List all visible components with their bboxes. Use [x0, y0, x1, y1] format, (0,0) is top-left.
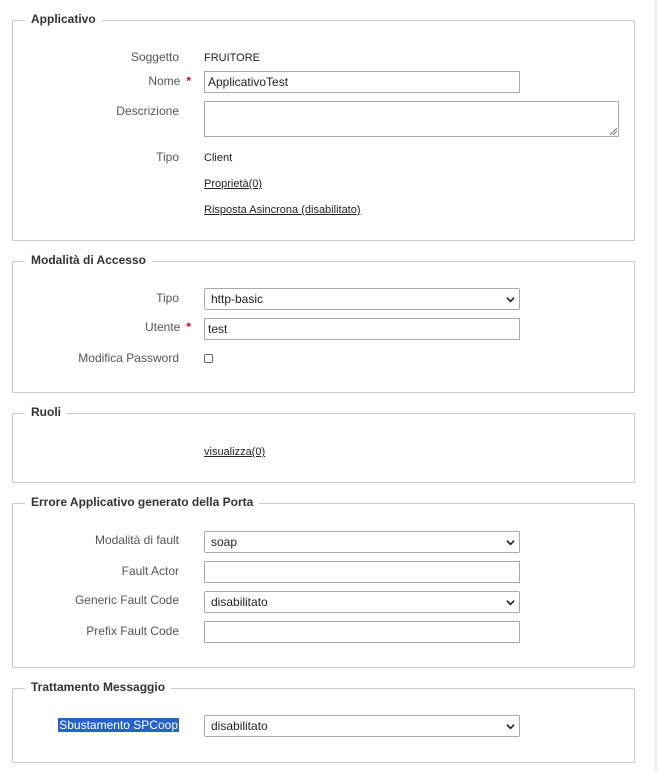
descrizione-textarea[interactable]: [204, 101, 619, 137]
utente-label-text: Utente: [144, 320, 181, 334]
sbustamento-spcoop-value: disabilitato: [211, 719, 268, 733]
modifica-password-checkbox[interactable]: [204, 354, 213, 363]
fault-actor-input[interactable]: [204, 561, 520, 583]
nome-input[interactable]: [204, 71, 520, 93]
descrizione-label: Descrizione: [116, 104, 179, 118]
fieldset-applicativo-title: Applicativo: [25, 12, 102, 26]
tipo-label: Tipo: [156, 150, 179, 164]
modalita-fault-select[interactable]: [204, 531, 520, 553]
prefix-fault-code-input[interactable]: [204, 621, 520, 643]
fieldset-errore: [12, 495, 635, 668]
risposta-asincrona-link[interactable]: Risposta Asincrona (disabilitato): [204, 204, 361, 216]
chevron-down-icon: [506, 538, 515, 547]
fieldset-ruoli-title: Ruoli: [25, 405, 67, 419]
generic-fault-code-label: Generic Fault Code: [74, 593, 179, 607]
tipo-value: Client: [204, 152, 233, 164]
fieldset-ruoli: [12, 405, 635, 483]
chevron-down-icon: [506, 598, 515, 607]
required-marker: *: [186, 74, 191, 88]
sbustamento-spcoop-select[interactable]: [204, 715, 520, 737]
required-marker: *: [186, 320, 191, 334]
generic-fault-code-select[interactable]: [204, 591, 520, 613]
modalita-fault-label: Modalità di fault: [94, 533, 179, 547]
prefix-fault-code-label: Prefix Fault Code: [86, 624, 179, 638]
chevron-down-icon: [506, 722, 515, 731]
accesso-tipo-value: http-basic: [211, 292, 264, 306]
resize-grip-icon[interactable]: [610, 128, 617, 135]
chevron-down-icon: [506, 295, 515, 304]
fault-actor-label: Fault Actor: [121, 564, 179, 578]
nome-label-text: Nome: [148, 74, 181, 88]
soggetto-label: Soggetto: [130, 50, 179, 64]
proprieta-link[interactable]: Proprietà(0): [204, 178, 263, 190]
visualizza-ruoli-link[interactable]: visualizza(0): [204, 446, 266, 458]
utente-label: [145, 320, 191, 334]
fieldset-trattamento-title: Trattamento Messaggio: [25, 680, 171, 694]
soggetto-value: FRUITORE: [204, 52, 261, 64]
fieldset-accesso-title: Modalità di Accesso: [25, 253, 152, 267]
sbustamento-spcoop-label-text: Sbustamento SPCoop: [59, 718, 178, 732]
fieldset-errore-title: Errore Applicativo generato della Porta: [25, 495, 259, 509]
nome-label: [148, 74, 191, 88]
accesso-tipo-label: Tipo: [156, 291, 179, 305]
utente-input[interactable]: [204, 318, 520, 340]
fieldset-trattamento: [12, 680, 635, 763]
modalita-fault-value: soap: [211, 535, 238, 549]
modifica-password-label: Modifica Password: [78, 351, 179, 365]
fieldset-accesso: [12, 253, 635, 393]
fieldset-applicativo: [12, 12, 635, 241]
sbustamento-spcoop-label: [58, 718, 179, 732]
generic-fault-code-value: disabilitato: [211, 595, 268, 609]
accesso-tipo-select[interactable]: [204, 288, 520, 310]
page-scrollbar[interactable]: [654, 0, 658, 771]
